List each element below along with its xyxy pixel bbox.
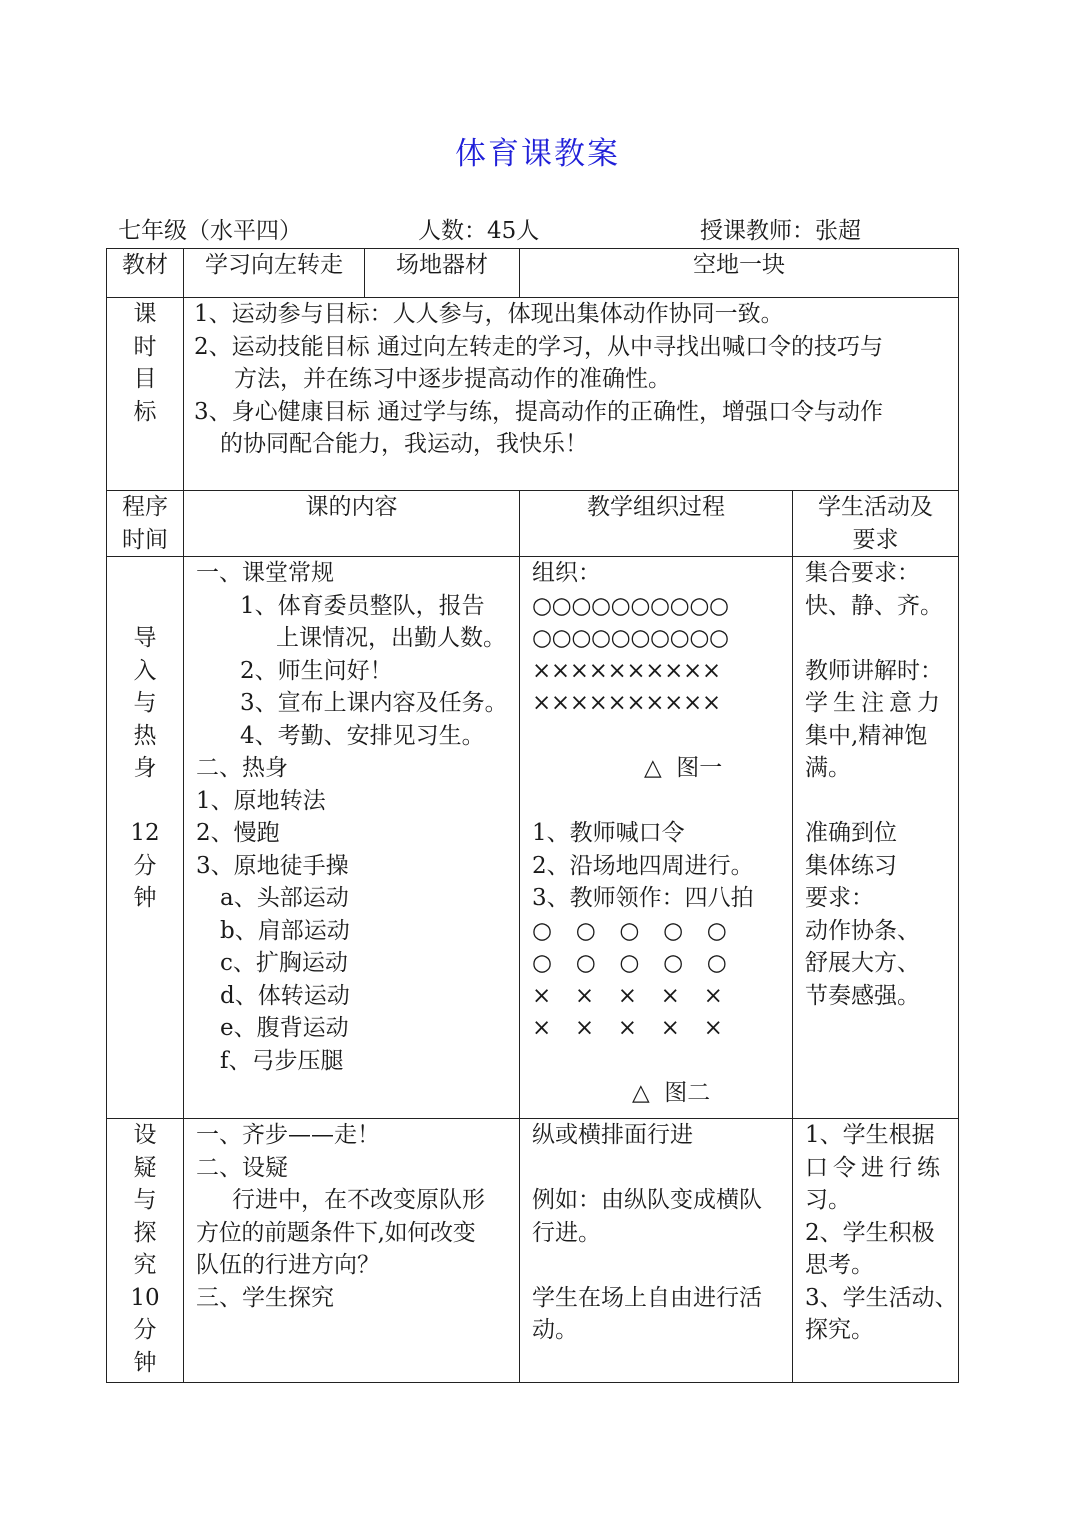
content-line: 方位的前题条件下,如何改变	[196, 1219, 476, 1246]
req-line: 集中,精神饱	[805, 722, 928, 749]
content-line: 二、热身	[196, 755, 288, 781]
content-line: 1、原地转法	[196, 787, 326, 814]
req-line: 探究。	[805, 1317, 874, 1343]
goal-line: 1、运动参与目标：人人参与，体现出集体动作协同一致。	[194, 301, 784, 327]
figure-two-label: △ 图二	[632, 1080, 711, 1106]
header-row	[107, 491, 959, 557]
req-line: 快、静、齐。	[805, 592, 943, 619]
content-line: 3、原地徒手操	[196, 852, 349, 879]
inquiry-row	[107, 1119, 959, 1383]
content-line: 2、慢跑	[196, 820, 280, 846]
content-line: a、头部运动	[220, 885, 349, 911]
formation-circles-row: ○ ○ ○ ○ ○	[532, 950, 730, 976]
content-line: 2、师生问好！	[240, 657, 393, 684]
goal-line: 3、身心健康目标 通过学与练，提高动作的正确性，增强口令与动作	[194, 398, 883, 425]
formation-crosses-row: ××××××××××	[532, 657, 721, 684]
req-line: 动作协条、	[805, 917, 920, 944]
req-line: 思考。	[805, 1252, 874, 1278]
req-line: 准确到位	[805, 820, 897, 846]
header-time: 程序 时间	[107, 491, 184, 557]
content-line: e、腹背运动	[220, 1015, 349, 1041]
org-line: 3、教师领作：四八拍	[532, 885, 754, 911]
req-line: 教师讲解时：	[805, 657, 943, 684]
venue-label: 场地器材	[365, 249, 520, 298]
goal-line: 2、运动技能目标 通过向左转走的学习，从中寻找出喊口令的技巧与	[194, 333, 883, 360]
header-content: 课的内容	[184, 491, 520, 557]
content-line: d、体转运动	[220, 982, 350, 1009]
req-line: 3、学生活动、	[805, 1284, 958, 1311]
org-line: 1、教师喊口令	[532, 820, 685, 846]
formation-circles-row: ○○○○○○○○○○	[532, 592, 729, 619]
content-line: 一、课堂常规	[196, 560, 334, 586]
grade-label: 七年级（水平四）	[118, 218, 302, 244]
req-line: 学生注意力	[805, 690, 945, 716]
org-line: 行进。	[532, 1219, 601, 1246]
venue-value: 空地一块	[520, 249, 959, 298]
content-line: 一、齐步——走！	[196, 1122, 380, 1148]
goals-content	[184, 298, 959, 491]
formation-crosses-row: ××××××××××	[532, 690, 721, 716]
goals-row	[107, 298, 959, 491]
content-line: b、肩部运动	[220, 917, 350, 944]
org-line: 学生在场上自由进行活	[532, 1284, 762, 1311]
req-line: 集体练习	[805, 852, 897, 879]
material-label: 教材	[107, 249, 184, 298]
goals-label: 课 时 目 标	[107, 298, 184, 491]
warmup-req	[793, 557, 959, 1119]
header-org: 教学组织过程	[520, 491, 793, 557]
req-line: 2、学生积极	[805, 1219, 935, 1246]
warmup-row	[107, 557, 959, 1119]
req-line: 要求：	[805, 885, 874, 911]
content-line: 4、考勤、安排见习生。	[240, 722, 485, 749]
req-line: 集合要求：	[805, 560, 920, 586]
req-line: 舒展大方、	[805, 950, 920, 976]
org-line: 例如：由纵队变成横队	[532, 1187, 762, 1213]
inquiry-label: 设 疑 与 探 究 10 分 钟	[107, 1119, 184, 1383]
req-line: 1、学生根据	[805, 1122, 935, 1148]
content-line: 二、设疑	[196, 1154, 288, 1181]
req-line: 满。	[805, 755, 851, 781]
figure-one-label: △ 图一	[644, 755, 723, 781]
org-line: 纵或横排面行进	[532, 1122, 693, 1148]
formation-crosses-row: × × × × ×	[532, 1015, 726, 1041]
content-line: 1、体育委员整队，报告	[240, 592, 485, 619]
lesson-plan-table	[106, 248, 959, 1383]
goal-line: 的协同配合能力，我运动，我快乐！	[220, 431, 588, 457]
formation-circles-row: ○ ○ ○ ○ ○	[532, 917, 730, 944]
content-line: 上课情况，出勤人数。	[276, 625, 506, 651]
inquiry-content	[184, 1119, 520, 1383]
org-line: 动。	[532, 1317, 578, 1343]
content-line: 行进中，在不改变原队形	[232, 1187, 485, 1213]
inquiry-org	[520, 1119, 793, 1383]
warmup-content	[184, 557, 520, 1119]
warmup-label: 导 入 与 热 身 12 分 钟	[107, 557, 184, 1119]
req-line: 习。	[805, 1187, 851, 1213]
content-line: f、弓步压腿	[220, 1047, 344, 1074]
material-value: 学习向左转走	[184, 249, 365, 298]
warmup-org	[520, 557, 793, 1119]
goal-line: 方法，并在练习中逐步提高动作的准确性。	[234, 366, 671, 392]
student-count: 人数：45人	[418, 218, 540, 244]
material-row	[107, 249, 959, 298]
content-line: 队伍的行进方向？	[196, 1252, 380, 1278]
content-line: c、扩胸运动	[220, 950, 348, 976]
req-line: 节奏感强。	[805, 982, 920, 1009]
header-req: 学生活动及 要求	[793, 491, 959, 557]
org-line: 2、沿场地四周进行。	[532, 852, 754, 879]
org-line: 组织：	[532, 560, 601, 586]
content-line: 3、宣布上课内容及任务。	[240, 690, 508, 716]
inquiry-req	[793, 1119, 959, 1383]
teacher-label: 授课教师：张超	[700, 218, 861, 244]
formation-crosses-row: × × × × ×	[532, 982, 726, 1009]
page-title: 体育课教案	[455, 136, 620, 172]
content-line: 三、学生探究	[196, 1284, 334, 1311]
req-line: 口令进行练	[805, 1154, 945, 1181]
formation-circles-row: ○○○○○○○○○○	[532, 625, 729, 651]
